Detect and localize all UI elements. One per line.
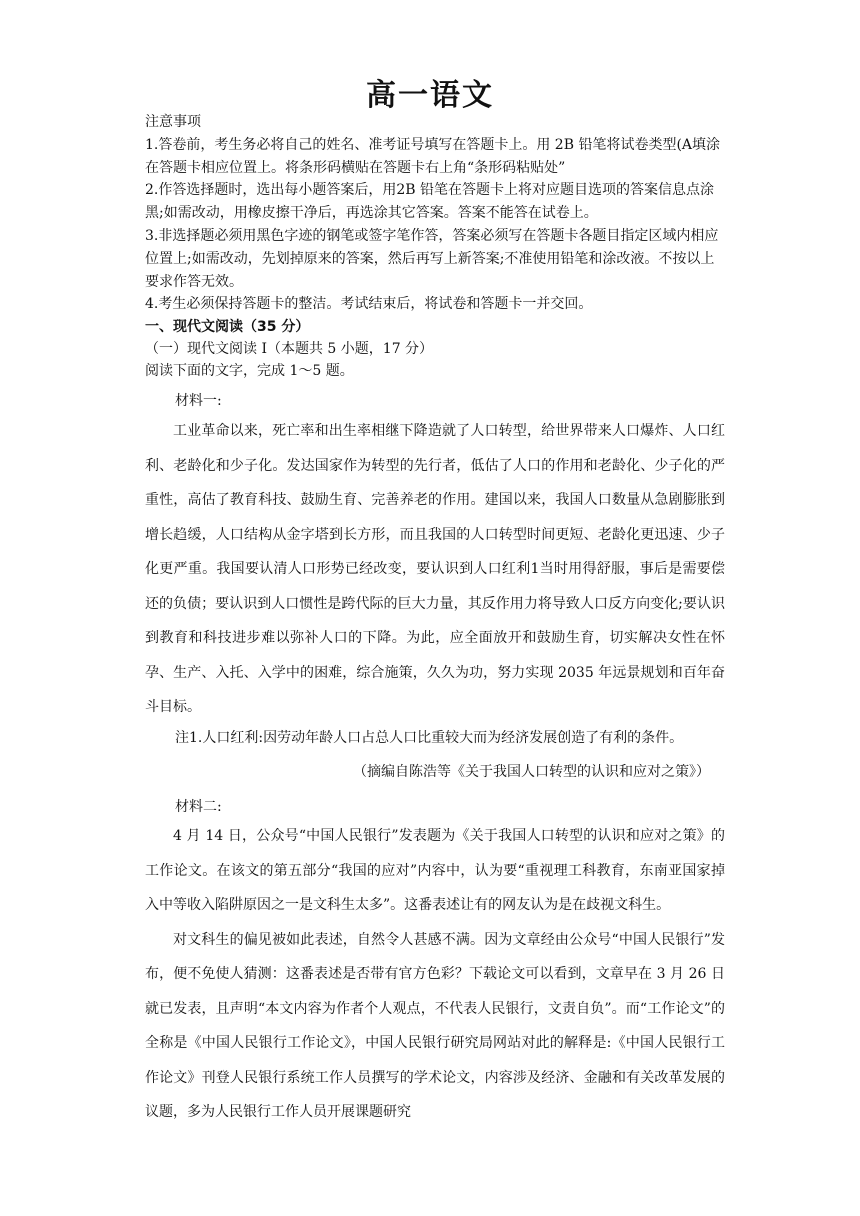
notice-item: 3.非选择题必须用黑色字迹的钢笔或签字笔作答，答案必须写在答题卡各题目指定区域内相应位置上;如需改动，先划掉原来的答案，然后再写上新答案;不准使用铅笔和涂改液。不按以上要求作答无效。: [145, 227, 719, 290]
material-two-paragraph: 对文科生的偏见被如此表述，自然令人甚感不满。因为文章经由公众号“中国人民银行”发布，便不免使人猜测：这番表述是否带有官方色彩？下载论文可以看到，文章早在 3 月 26 日就已发表，且声明“本文内容为作者个人观点，不代表人民银行，文责自负”。而“工作论文”的全称是《中国人民银行工作论文》，中国人民银行研究局网站对此的解释是:《中国人民银行工作论文》刊登人民银行系统工作人员撰写的学术论文，内容涉及经济、金融和有关改革发展的议题，多为人民银行工作人员开展课题研究: [145, 931, 725, 1120]
footnote: 注1.人口红利:因劳动年龄人口占总人口比重较大而为经济发展创造了有利的条件。: [175, 730, 684, 746]
material-two-label: 材料二:: [175, 799, 222, 815]
section-heading: 一、现代文阅读（35 分）: [145, 319, 310, 335]
reading-instruction: 阅读下面的文字，完成 1～5 题。: [145, 363, 354, 379]
material-one-label: 材料一:: [175, 393, 222, 409]
exam-title: 高一语文: [366, 78, 494, 113]
notice-item: 2.作答选择题时，选出每小题答案后，用2B 铅笔在答题卡上将对应题目选项的答案信息点涂黑;如需改动，用橡皮擦干净后，再选涂其它答案。答案不能答在试卷上。: [145, 182, 715, 222]
material-one-paragraph: 工业革命以来，死亡率和出生率相继下降造就了人口转型，给世界带来人口爆炸、人口红利、老龄化和少子化。发达国家作为转型的先行者，低估了人口的作用和老龄化、少子化的严重性，高估了教育科技、鼓励生育、完善养老的作用。建国以来，我国人口数量从急剧膨胀到增长趋缓，人口结构从金字塔到长方形，而且我国的人口转型时间更短、老龄化更迅速、少子化更严重。我国要认清人口形势已经改变，要认识到人口红利1当时用得舒服，事后是需要偿还的负债；要认识到人口惯性是跨代际的巨大力量，其反作用力将导致人口反方向变化;要认识到教育和科技进步难以弥补人口的下降。为此，应全面放开和鼓励生育，切实解决女性在怀孕、生产、入托、入学中的困难，综合施策，久久为功，努力实现 2035 年远景规划和百年奋斗目标。: [145, 423, 725, 715]
material-one-text: [145, 414, 725, 725]
subsection-heading: （一）现代文阅读 I（本题共 5 小题，17 分）: [145, 341, 434, 357]
notice-heading: 注意事项: [145, 114, 201, 130]
notice-section: [145, 111, 725, 316]
material-two-text: [145, 819, 725, 1130]
notice-item: 4.考生必须保持答题卡的整洁。考试结束后，将试卷和答题卡一并交回。: [145, 296, 593, 313]
material-two-paragraph: 4 月 14 日，公众号“中国人民银行”发表题为《关于我国人口转型的认识和应对之策》的工作论文。在该文的第五部分“我国的应对”内容中，认为要“重视理工科教育，东南亚国家掉入中等收入陷阱原因之一是文科生太多”。这番表述让有的网友认为是在歧视文科生。: [145, 828, 725, 913]
material-one-source: （摘编自陈浩等《关于我国人口转型的认识和应对之策》）: [353, 764, 710, 780]
notice-item: 1.答卷前，考生务必将自己的姓名、准考证号填写在答题卡上。用 2B 铅笔将试卷类型(A填涂在答题卡相应位置上。将条形码横贴在答题卡右上角“条形码粘贴处”: [145, 136, 721, 176]
